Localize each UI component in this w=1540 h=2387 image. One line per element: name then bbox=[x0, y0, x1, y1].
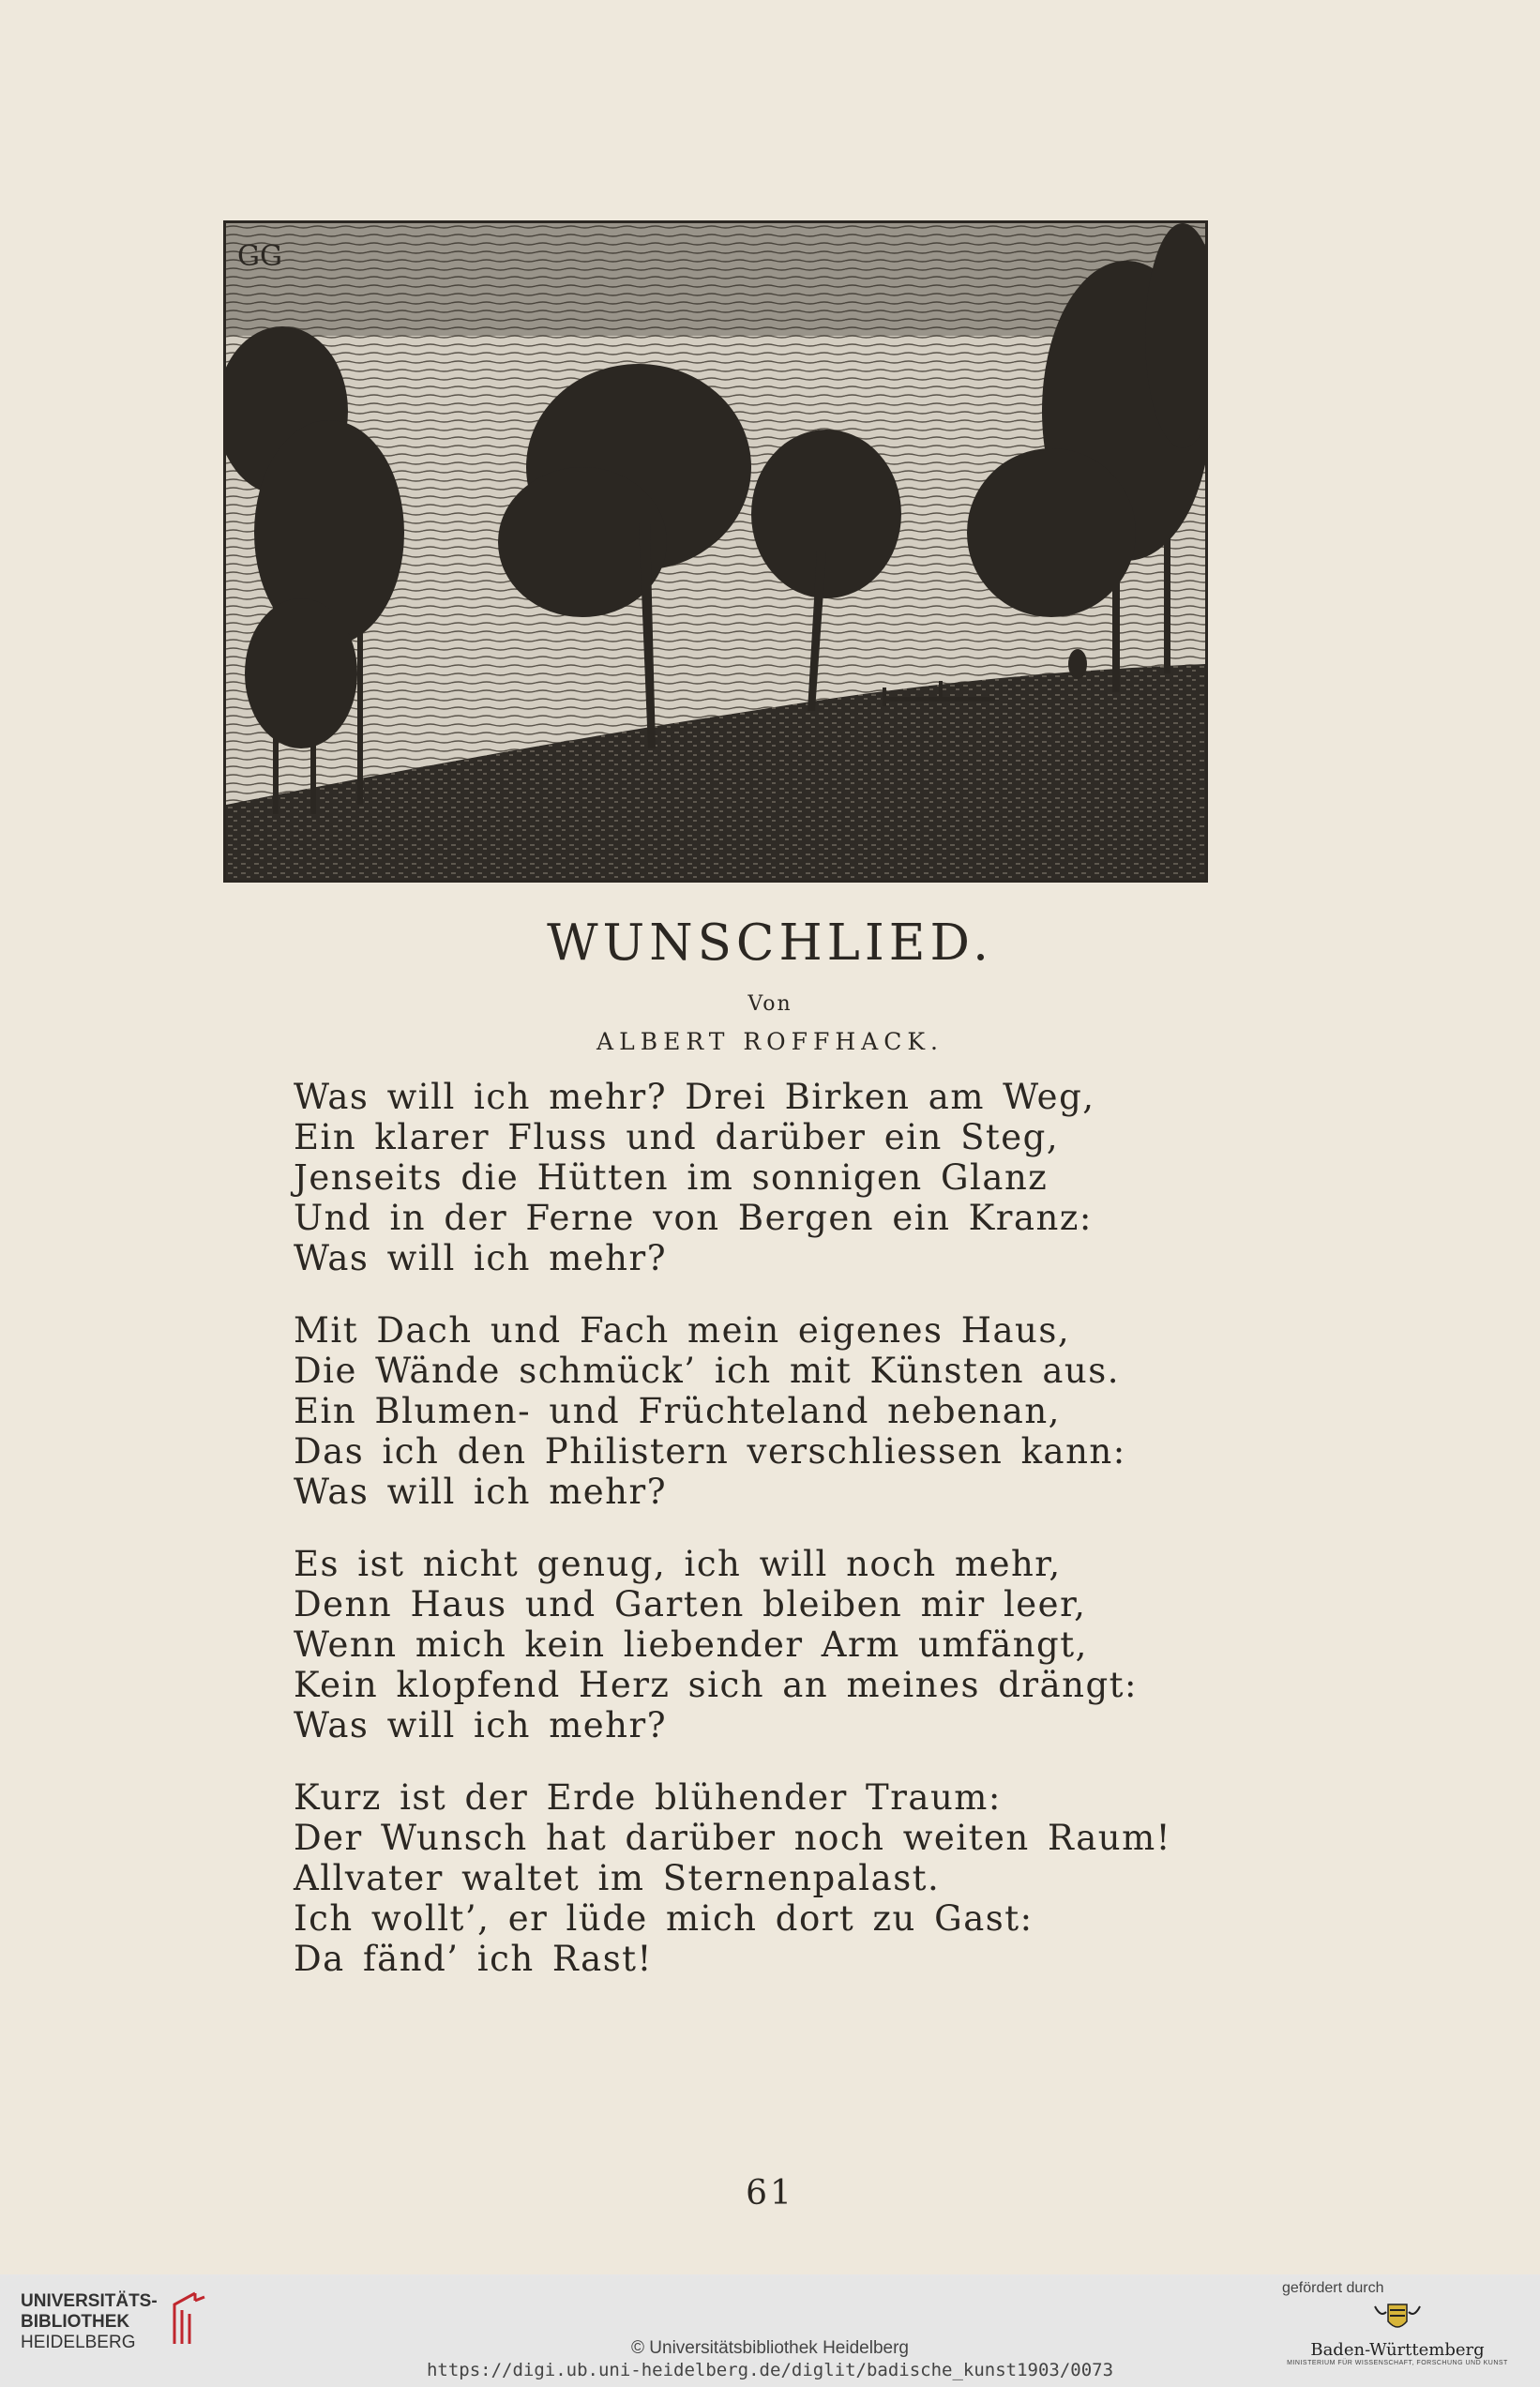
woodcut-image bbox=[226, 223, 1205, 880]
stanza-1 bbox=[294, 1077, 1231, 1278]
sponsor-ministry: MINISTERIUM FÜR WISSENSCHAFT, FORSCHUNG UND KUNST bbox=[1287, 2360, 1508, 2366]
page-number: 61 bbox=[746, 2174, 794, 2213]
poem-line: Kurz ist der Erde blühender Traum: bbox=[294, 1777, 1002, 1818]
sponsor-label: gefördert durch bbox=[1282, 2280, 1384, 2296]
poem-line: Wenn mich kein liebender Arm umfängt, bbox=[294, 1624, 1088, 1665]
stanza-4 bbox=[294, 1777, 1231, 1979]
poem-line: Da fänd’ ich Rast! bbox=[294, 1939, 653, 1979]
monogram-mark: GG bbox=[237, 240, 282, 273]
stanza-3 bbox=[294, 1544, 1231, 1745]
author-name: ALBERT ROFFHACK. bbox=[596, 1028, 944, 1055]
poem-line: Ein Blumen- und Früchteland nebenan, bbox=[294, 1391, 1061, 1431]
poem-line: Was will ich mehr? Drei Birken am Weg, bbox=[294, 1077, 1095, 1117]
poem-line: Was will ich mehr? bbox=[294, 1238, 668, 1278]
poem-line: Allvater waltet im Sternenpalast. bbox=[294, 1858, 941, 1898]
copyright-notice: © Universitätsbibliothek Heidelberg bbox=[631, 2338, 909, 2358]
digitization-footer bbox=[0, 2274, 1540, 2387]
poem-body bbox=[294, 1077, 1231, 2011]
poem-line: Was will ich mehr? bbox=[294, 1472, 668, 1512]
poem-line: Der Wunsch hat darüber noch weiten Raum! bbox=[294, 1818, 1172, 1858]
poem-line: Und in der Ferne von Bergen ein Kranz: bbox=[294, 1198, 1093, 1238]
poem-line: Was will ich mehr? bbox=[294, 1705, 668, 1745]
permalink-url[interactable]: https://digi.ub.uni-heidelberg.de/diglit/badische_kunst1903/0073 bbox=[426, 2360, 1114, 2380]
poem-line: Jenseits die Hütten im sonnigen Glanz bbox=[294, 1157, 1049, 1198]
library-name-line3: HEIDELBERG bbox=[21, 2333, 136, 2352]
poem-line: Mit Dach und Fach mein eigenes Haus, bbox=[294, 1310, 1071, 1351]
poem-line: Denn Haus und Garten bleiben mir leer, bbox=[294, 1584, 1087, 1624]
poem-title: WUNSCHLIED. bbox=[547, 914, 993, 972]
poem-line: Ich wollt’, er lüde mich dort zu Gast: bbox=[294, 1898, 1034, 1939]
library-name-line1: UNIVERSITÄTS- bbox=[21, 2291, 158, 2311]
poem-line: Ein klarer Fluss und darüber ein Steg, bbox=[294, 1117, 1060, 1157]
landscape-woodcut-illustration bbox=[223, 220, 1208, 883]
stanza-2 bbox=[294, 1310, 1231, 1512]
sponsor-name: Baden-Württemberg bbox=[1310, 2340, 1485, 2360]
poem-line: Es ist nicht genug, ich will noch mehr, bbox=[294, 1544, 1062, 1584]
library-name-line2: BIBLIOTHEK bbox=[21, 2312, 130, 2332]
byline-von: Von bbox=[747, 992, 793, 1016]
poem-line: Das ich den Philistern verschliessen kann: bbox=[294, 1431, 1126, 1472]
poem-line: Kein klopfend Herz sich an meines drängt: bbox=[294, 1665, 1139, 1705]
coat-of-arms-icon bbox=[1369, 2299, 1426, 2340]
poem-line: Die Wände schmück’ ich mit Künsten aus. bbox=[294, 1351, 1120, 1391]
